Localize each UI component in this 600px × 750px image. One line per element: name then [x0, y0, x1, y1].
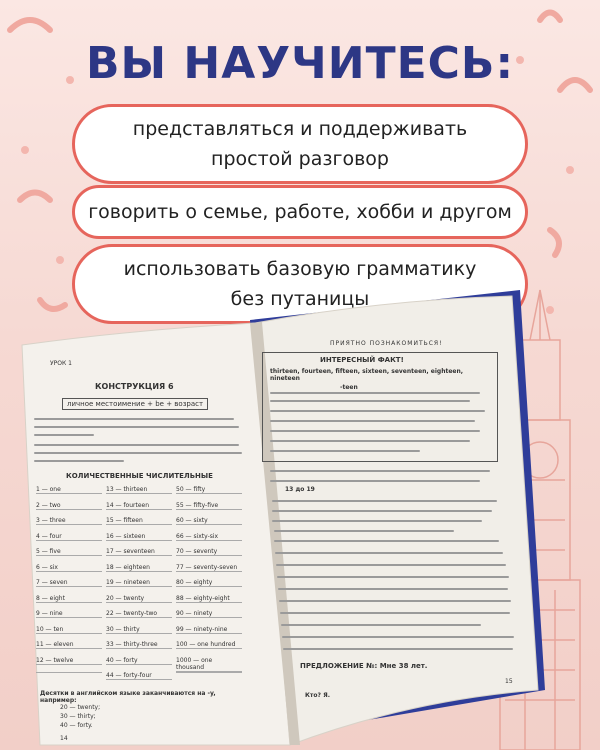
table-cell: 99 — ninety-nine [176, 626, 242, 634]
table-cell: 1 — one [36, 486, 102, 494]
table-cell: 40 — forty [106, 657, 172, 665]
table-cell: 44 — forty-four [106, 672, 172, 680]
table-cell: 7 — seven [36, 579, 102, 587]
page-title: ВЫ НАУЧИТЕСЬ: [85, 38, 515, 89]
left-header: УРОК 1 [50, 360, 72, 367]
numbers-table [36, 472, 244, 692]
skill-text: представляться и поддерживать простой разговор [132, 118, 468, 170]
table-cell: 13 — thirteen [106, 486, 172, 494]
right-header: ПРИЯТНО ПОЗНАКОМИТЬСЯ! [330, 340, 443, 347]
table-title: КОЛИЧЕСТВЕННЫЕ ЧИСЛИТЕЛЬНЫЕ [66, 472, 213, 480]
table-cell: 1000 — one thousand [176, 657, 242, 672]
right-answer: Кто? Я. [305, 692, 330, 699]
skill-text: использовать базовую грамматику без путаницы [123, 258, 477, 310]
fact-title: ИНТЕРЕСНЫЙ ФАКТ! [320, 356, 404, 364]
table-cell: 100 — one hundred [176, 641, 242, 649]
right-suffix: -teen [340, 384, 358, 391]
table-cell: 70 — seventy [176, 548, 242, 556]
table-cell: 88 — eighty-eight [176, 595, 242, 603]
table-cell: 80 — eighty [176, 579, 242, 587]
table-cell: 6 — six [36, 564, 102, 572]
left-bottom-heading: Десятки в английском языке заканчиваются на -y, например: [40, 690, 216, 704]
table-cell: 33 — thirty-three [106, 641, 172, 649]
table-cell: 10 — ten [36, 626, 102, 634]
table-cell: 17 — seventeen [106, 548, 172, 556]
table-cell: 66 — sixty-six [176, 533, 242, 541]
right-page-number: 15 [505, 678, 513, 685]
table-cell: 3 — three [36, 517, 102, 525]
left-example-1: 20 — twenty; [60, 704, 101, 711]
table-cell: 30 — thirty [106, 626, 172, 634]
table-cell: 19 — nineteen [106, 579, 172, 587]
table-cell: 14 — fourteen [106, 502, 172, 510]
table-cell: 16 — sixteen [106, 533, 172, 541]
table-cell [36, 672, 102, 673]
table-cell: 4 — four [36, 533, 102, 541]
table-cell: 90 — ninety [176, 610, 242, 618]
right-subheading: 13 до 19 [285, 486, 315, 493]
table-cell: 2 — two [36, 502, 102, 510]
table-cell: 8 — eight [36, 595, 102, 603]
table-cell: 18 — eighteen [106, 564, 172, 572]
table-cell: 50 — fifty [176, 486, 242, 494]
table-cell: 11 — eleven [36, 641, 102, 649]
left-example-3: 40 — forty. [60, 722, 93, 729]
left-heading: КОНСТРУКЦИЯ 6 [95, 382, 174, 391]
left-page-number: 14 [60, 735, 68, 742]
table-cell [176, 672, 242, 673]
left-example-2: 30 — thirty; [60, 713, 96, 720]
fact-words: thirteen, fourteen, fifteen, sixteen, seventeen, eighteen, nineteen [270, 368, 464, 382]
table-cell: 12 — twelve [36, 657, 102, 665]
table-cell: 9 — nine [36, 610, 102, 618]
table-cell: 22 — twenty-two [106, 610, 172, 618]
left-formula: личное местоимение + be + возраст [62, 398, 208, 410]
table-cell: 5 — five [36, 548, 102, 556]
right-bottom-sentence: ПРЕДЛОЖЕНИЕ №: Мне 38 лет. [300, 662, 428, 670]
table-cell: 77 — seventy-seven [176, 564, 242, 572]
table-cell: 15 — fifteen [106, 517, 172, 525]
skill-text: говорить о семье, работе, хобби и другом [88, 201, 512, 223]
table-cell: 60 — sixty [176, 517, 242, 525]
table-cell: 20 — twenty [106, 595, 172, 603]
table-cell: 55 — fifty-five [176, 502, 242, 510]
